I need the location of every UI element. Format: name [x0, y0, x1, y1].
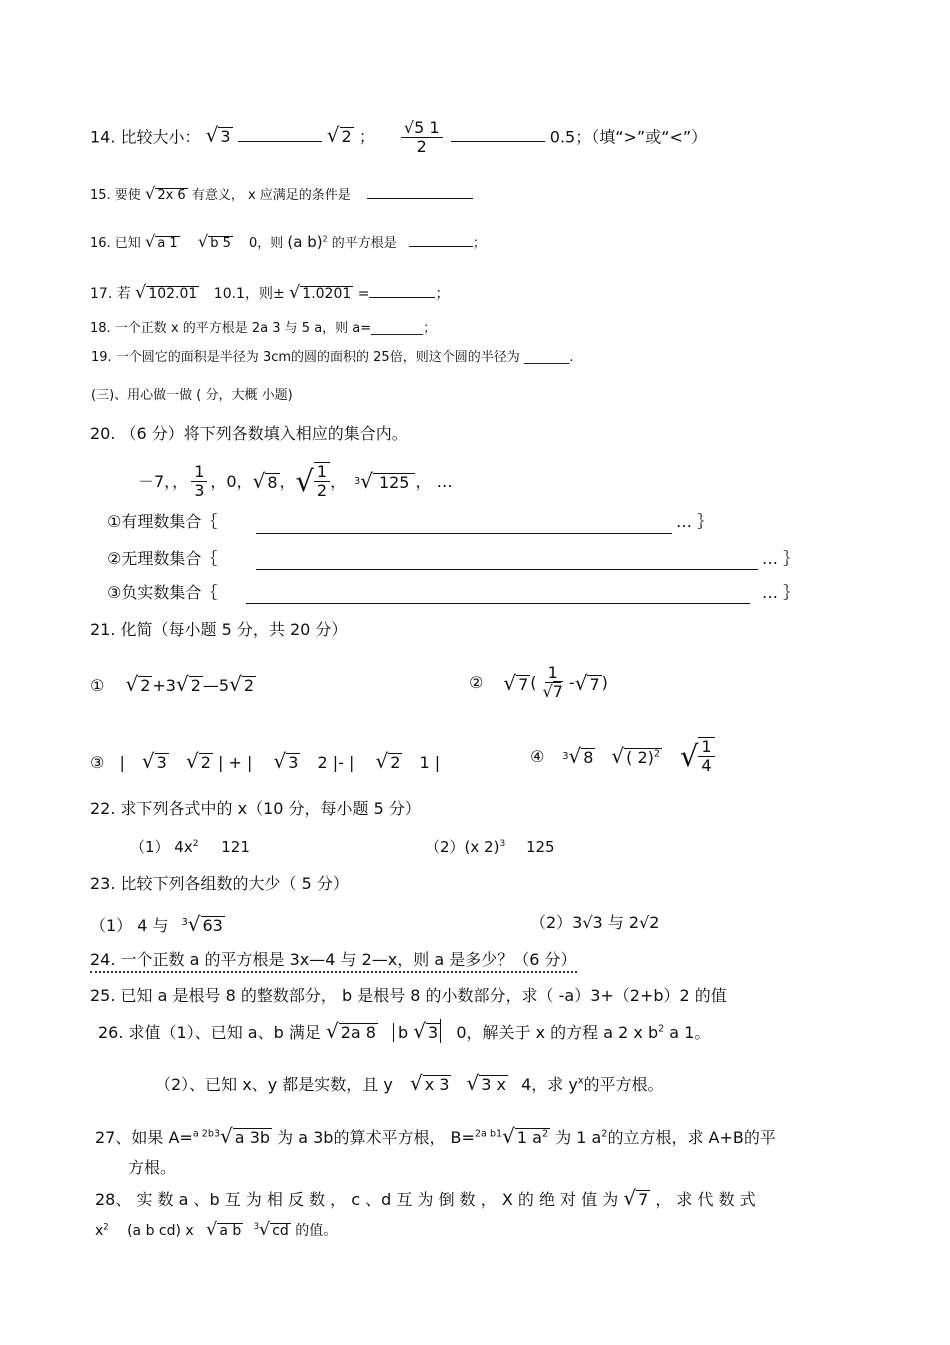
q21-item-3 [90, 749, 440, 773]
q15-blank[interactable] [367, 186, 473, 199]
q16-sqrt-2: √ b 5 [197, 232, 231, 251]
q20-num-2: ，0， [210, 471, 253, 491]
q23-part-1 [90, 912, 225, 936]
set-negative-label: ③负实数集合｛ [107, 583, 218, 602]
q24-text: 24. 一个正数 a 的平方根是 3x—4 与 2—x，则 a 是多少？（6 分） [90, 950, 577, 973]
q26-p2-prefix: （2）、已知 x、y 都是实数，且 y [155, 1075, 393, 1094]
q28-text: 28、 实 数 a 、b 互 为 相 反 数 ， c 、d 互 为 倒 数 ， X 的 绝 对 值 为 [95, 1190, 619, 1209]
q14-separator: ； [358, 127, 375, 147]
q16-text: 的平方根是 [331, 236, 397, 251]
question-20-heading: 20. （6 分）将下列各数填入相应的集合内。 [90, 424, 408, 443]
q17-prefix: 17. 若 [90, 286, 131, 302]
q16-expr: (a b) [287, 233, 323, 251]
question-27-line-2: 方根。 [128, 1158, 177, 1177]
question-28-line-2 [95, 1220, 337, 1241]
set-rational-label: ①有理数集合｛ [107, 512, 218, 531]
q17-equals: = [357, 286, 370, 302]
q27-prefix: 27、如果 A= [95, 1128, 193, 1147]
q27-index-1: a 2b [192, 1128, 214, 1140]
q28-sqrt-ab: √ a b [206, 1220, 242, 1240]
q21-sqrt-3a: √ 3 [141, 749, 167, 773]
set-negative-close: … ｝ [762, 583, 800, 602]
q20-sqrt-half: √ $\frac{1}{2}$ [296, 462, 331, 501]
q21-plus: +3 [152, 676, 176, 695]
q17-blank[interactable] [369, 284, 435, 298]
q22-p2-expr: （2）(x 2) [425, 838, 500, 856]
q26-p1-prefix: 26. 求值（1）、已知 a、b 满足 [98, 1023, 321, 1042]
question-16 [90, 232, 486, 252]
question-15 [90, 184, 473, 204]
q21-sqrt-2a: √ 2 [185, 749, 211, 773]
q26-sqrt-x3: √ x 3 [409, 1071, 450, 1095]
question-26-part-2 [155, 1071, 664, 1095]
q26-abs-b: b [393, 1023, 408, 1042]
q23-cube-index: 3 [181, 916, 188, 928]
q26-sqrt-3x: √ 3 x [466, 1071, 507, 1095]
q14-blank-1[interactable] [238, 127, 322, 142]
q21-close-paren: ) [601, 673, 608, 693]
q20-fraction: $\frac{1}{3}$ [191, 463, 207, 501]
q15-text: 有意义， x 应满足的条件是 [191, 188, 351, 203]
q22-p2-exp: 3 [499, 839, 506, 849]
q21-abs-4: 1 | [419, 753, 441, 772]
q16-mid: 0，则 [248, 236, 284, 251]
q21-fraction: $\frac{1}{√7}$ [542, 663, 563, 702]
q21-minus: —5 [202, 676, 230, 695]
q21-minus-2: - [568, 673, 575, 693]
q26-exp: 2 [658, 1023, 665, 1035]
question-25: 25. 已知 a 是根号 8 的整数部分， b 是根号 8 的小数部分，求（ -a）3+（2+b）2 的值 [90, 986, 727, 1005]
q16-end: ； [472, 236, 486, 251]
q21-cuberoot-8: √ 8 [568, 744, 594, 769]
q21-sqrt-quarter: √ $\frac{1}{4}$ [680, 737, 715, 776]
question-23-heading: 23. 比较下列各组数的大少（ 5 分） [90, 874, 349, 893]
q14-prompt: 比较大小： [120, 127, 201, 147]
q21-cube-index: 3 [562, 750, 569, 762]
q27-root-2: √ 1 $a^2$ [502, 1124, 549, 1148]
q14-sqrt-b: √ 2 [326, 123, 352, 148]
q14-number: 14. [90, 127, 116, 147]
q16-blank[interactable] [409, 234, 473, 247]
q21-sqrt-7b: √ 7 [574, 670, 600, 695]
q20-ellipsis: ， … [415, 471, 453, 491]
question-22-heading: 22. 求下列各式中的 x（10 分，每小题 5 分） [90, 799, 421, 818]
question-28-line-1 [95, 1186, 756, 1210]
q21-open-paren: ( [530, 673, 537, 693]
q21-marker-2: ② [469, 673, 484, 693]
q20-sqrt-8: √ 8 [252, 469, 278, 494]
q21-marker-1: ① [90, 676, 105, 695]
q17-mid: 10.1，则± [213, 286, 285, 302]
q21-sqrt-7: √ 7 [503, 670, 529, 695]
q28-text-end: ， 求 代 数 式 [655, 1190, 756, 1209]
q14-fraction: $\frac{√5 1}{2}$ [401, 119, 443, 157]
q27-root-1: √ a 3b [220, 1124, 271, 1148]
q26-sqrt-3: √ 3 [413, 1019, 441, 1043]
q27-post: 为 1 a [555, 1128, 602, 1147]
q26-p1-text: 0，解关于 x 的方程 a 2 x b [456, 1023, 659, 1042]
q21-sqrt-3b: √ 3 [273, 749, 299, 773]
q21-sqrt-b: √ 2 [175, 672, 201, 696]
q15-prefix: 15. 要使 [90, 188, 141, 203]
q23-cuberoot-63: √ 63 [187, 912, 223, 936]
question-14 [90, 119, 707, 157]
q22-p1-expr: （1） 4x [130, 838, 193, 856]
set-negative-blank[interactable] [246, 603, 750, 604]
set-rational-blank[interactable] [256, 533, 672, 534]
q27-cube-1: 3 [213, 1128, 221, 1140]
q20-num-1: －7，， [138, 471, 189, 491]
q28-end: 的值。 [295, 1223, 338, 1239]
q21-abs-2: | + | [217, 753, 253, 772]
q14-sqrt-a: √ 3 [205, 123, 231, 148]
q27-mid: 为 a 3b的算术平方根， B= [277, 1128, 475, 1147]
q22-part-1 [130, 838, 250, 856]
q28-x-exp: 2 [103, 1221, 109, 1232]
q22-part-2 [425, 838, 555, 856]
q28-cube-index: 3 [253, 1221, 260, 1232]
q21-marker-4: ④ [530, 746, 545, 766]
set-irrational-label: ②无理数集合｛ [107, 549, 218, 568]
q21-sqrt-square: √ ( 2)$^2$ [611, 744, 660, 769]
question-20-numbers [138, 462, 453, 501]
q16-prefix: 16. 已知 [90, 236, 141, 251]
set-irrational-blank[interactable] [256, 569, 758, 570]
q16-sqrt-1: √ a 1 [144, 232, 178, 251]
q23-p1-text: （1） 4 与 [90, 916, 169, 935]
question-21-heading: 21. 化简（每小题 5 分，共 20 分） [90, 620, 348, 639]
q21-item-2 [469, 664, 608, 702]
q23-part-2: （2）3√3 与 2√2 [530, 913, 660, 932]
set-irrational-close: … ｝ [762, 549, 800, 568]
question-19: 19. 一个圆它的面积是半径为 3cm的圆的面积的 25倍，则这个圆的半径为 _______. [91, 350, 574, 365]
q26-p2-end: 的平方根。 [583, 1075, 664, 1094]
q17-end: ； [435, 286, 450, 302]
q21-abs-1: | [119, 753, 125, 772]
q20-cube-index: 3 [354, 475, 361, 487]
q17-sqrt-1: √ 102.01 [135, 283, 198, 303]
q16-exponent: 2 [322, 234, 328, 244]
q27-cube-2: 1 [496, 1128, 503, 1140]
q21-item-1 [90, 672, 256, 696]
q21-abs-3: 2 |- | [317, 753, 355, 772]
q22-p2-value: 125 [525, 838, 555, 856]
q22-p1-exp: 2 [192, 839, 199, 849]
question-17 [90, 283, 449, 304]
q28-sqrt-7: √ 7 [623, 1186, 649, 1210]
q20-cuberoot-125: √ 125 [360, 469, 415, 493]
q22-p1-value: 121 [221, 838, 250, 856]
q20-comma: ， [279, 471, 296, 491]
q27-index-2: 2a b [474, 1128, 497, 1140]
q14-blank-2[interactable] [451, 127, 545, 142]
q20-comma-2: ， [330, 471, 347, 491]
question-24 [90, 950, 577, 969]
q27-post-exp: 2 [601, 1128, 608, 1140]
q26-p2-text: 4，求 y [521, 1075, 578, 1094]
q26-p2-exp: x [577, 1075, 584, 1087]
q15-sqrt: √ 2x 6 [144, 184, 186, 203]
q26-sqrt-1: √ 2a 8 [325, 1019, 376, 1043]
q28-mid: (a b cd) x [127, 1223, 194, 1239]
q28-x: x [95, 1223, 104, 1239]
q21-marker-3: ③ [90, 753, 105, 772]
q21-sqrt-c: √ 2 [229, 672, 255, 696]
q17-sqrt-2: √ 1.0201 [289, 283, 352, 303]
q28-cuberoot-cd: √ cd [259, 1220, 289, 1240]
q27-end: 的立方根，求 A+B的平 [607, 1128, 776, 1147]
q21-sqrt-2b: √ 2 [375, 749, 401, 773]
q21-item-4 [530, 737, 715, 776]
question-26-part-1 [98, 1019, 710, 1043]
q21-sqrt-a: √ 2 [125, 672, 151, 696]
question-27 [95, 1124, 776, 1148]
q14-hint: 0.5；（填“>”或“<”） [549, 127, 708, 147]
question-18: 18. 一个正数 x 的平方根是 2a 3 与 5 a，则 a=________； [90, 321, 437, 336]
section-3-heading: (三)、用心做一做 ( 分，大概 小题) [91, 388, 293, 403]
q26-p1-end: a 1。 [664, 1023, 711, 1042]
set-rational-close: … ｝ [676, 512, 714, 531]
